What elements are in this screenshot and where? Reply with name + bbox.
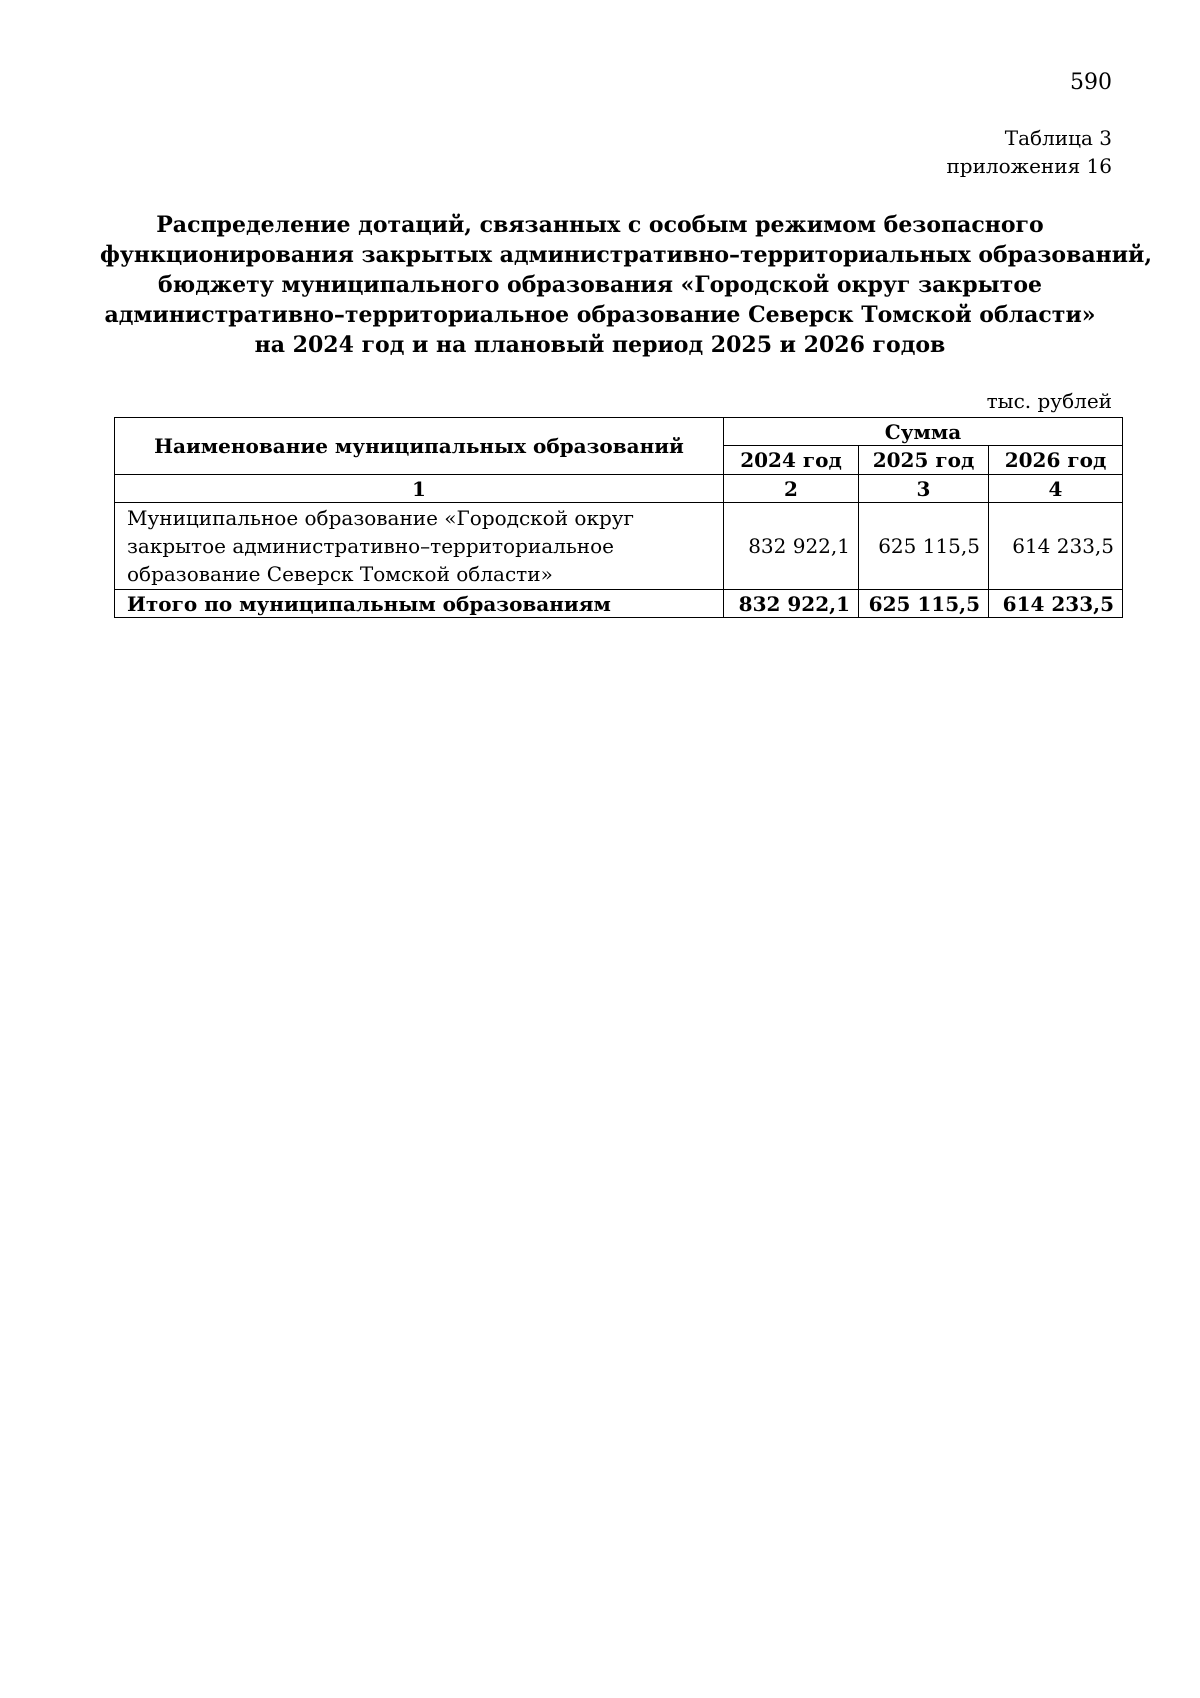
municipality-name-cell: Муниципальное образование «Городской округ закрытое административно–территориальное образование Северск Томской области»: [115, 503, 724, 590]
column-number-2: 2: [724, 475, 859, 503]
value-2025-cell: 625 115,5: [859, 503, 989, 590]
column-number-row: [115, 475, 1123, 503]
subsidy-table: [114, 417, 1123, 618]
column-number-4: 4: [989, 475, 1123, 503]
title-line-1: Распределение дотаций, связанных с особым режимом безопасного: [156, 212, 1044, 238]
header-year-2024: 2024 год: [724, 446, 859, 475]
title-line-4: административно–территориальное образование Северск Томской области»: [104, 302, 1096, 328]
table-reference-line-1: Таблица 3: [1004, 126, 1112, 150]
value-2024-cell: 832 922,1: [724, 503, 859, 590]
units-label: тыс. рублей: [986, 389, 1112, 413]
table-reference: [946, 124, 1112, 180]
column-number-1: 1: [115, 475, 724, 503]
title-line-5: на 2024 год и на плановый период 2025 и 2026 годов: [254, 332, 946, 358]
total-2025-cell: 625 115,5: [859, 590, 989, 618]
total-2024-cell: 832 922,1: [724, 590, 859, 618]
page-number: 590: [1070, 70, 1112, 95]
title-line-2: функционирования закрытых административно–территориальных образований,: [100, 242, 1153, 268]
total-label-cell: Итого по муниципальным образованиям: [115, 590, 724, 618]
title-line-3: бюджету муниципального образования «Городской округ закрытое: [158, 272, 1042, 298]
header-year-2026: 2026 год: [989, 446, 1123, 475]
header-year-2025: 2025 год: [859, 446, 989, 475]
document-title: [100, 210, 1153, 360]
value-2026-cell: 614 233,5: [989, 503, 1123, 590]
total-2026-cell: 614 233,5: [989, 590, 1123, 618]
table-row: [115, 503, 1123, 590]
table-reference-line-2: приложения 16: [946, 154, 1112, 178]
header-municipality-name: Наименование муниципальных образований: [115, 418, 724, 475]
total-row: [115, 590, 1123, 618]
header-sum: Сумма: [724, 418, 1123, 446]
column-number-3: 3: [859, 475, 989, 503]
